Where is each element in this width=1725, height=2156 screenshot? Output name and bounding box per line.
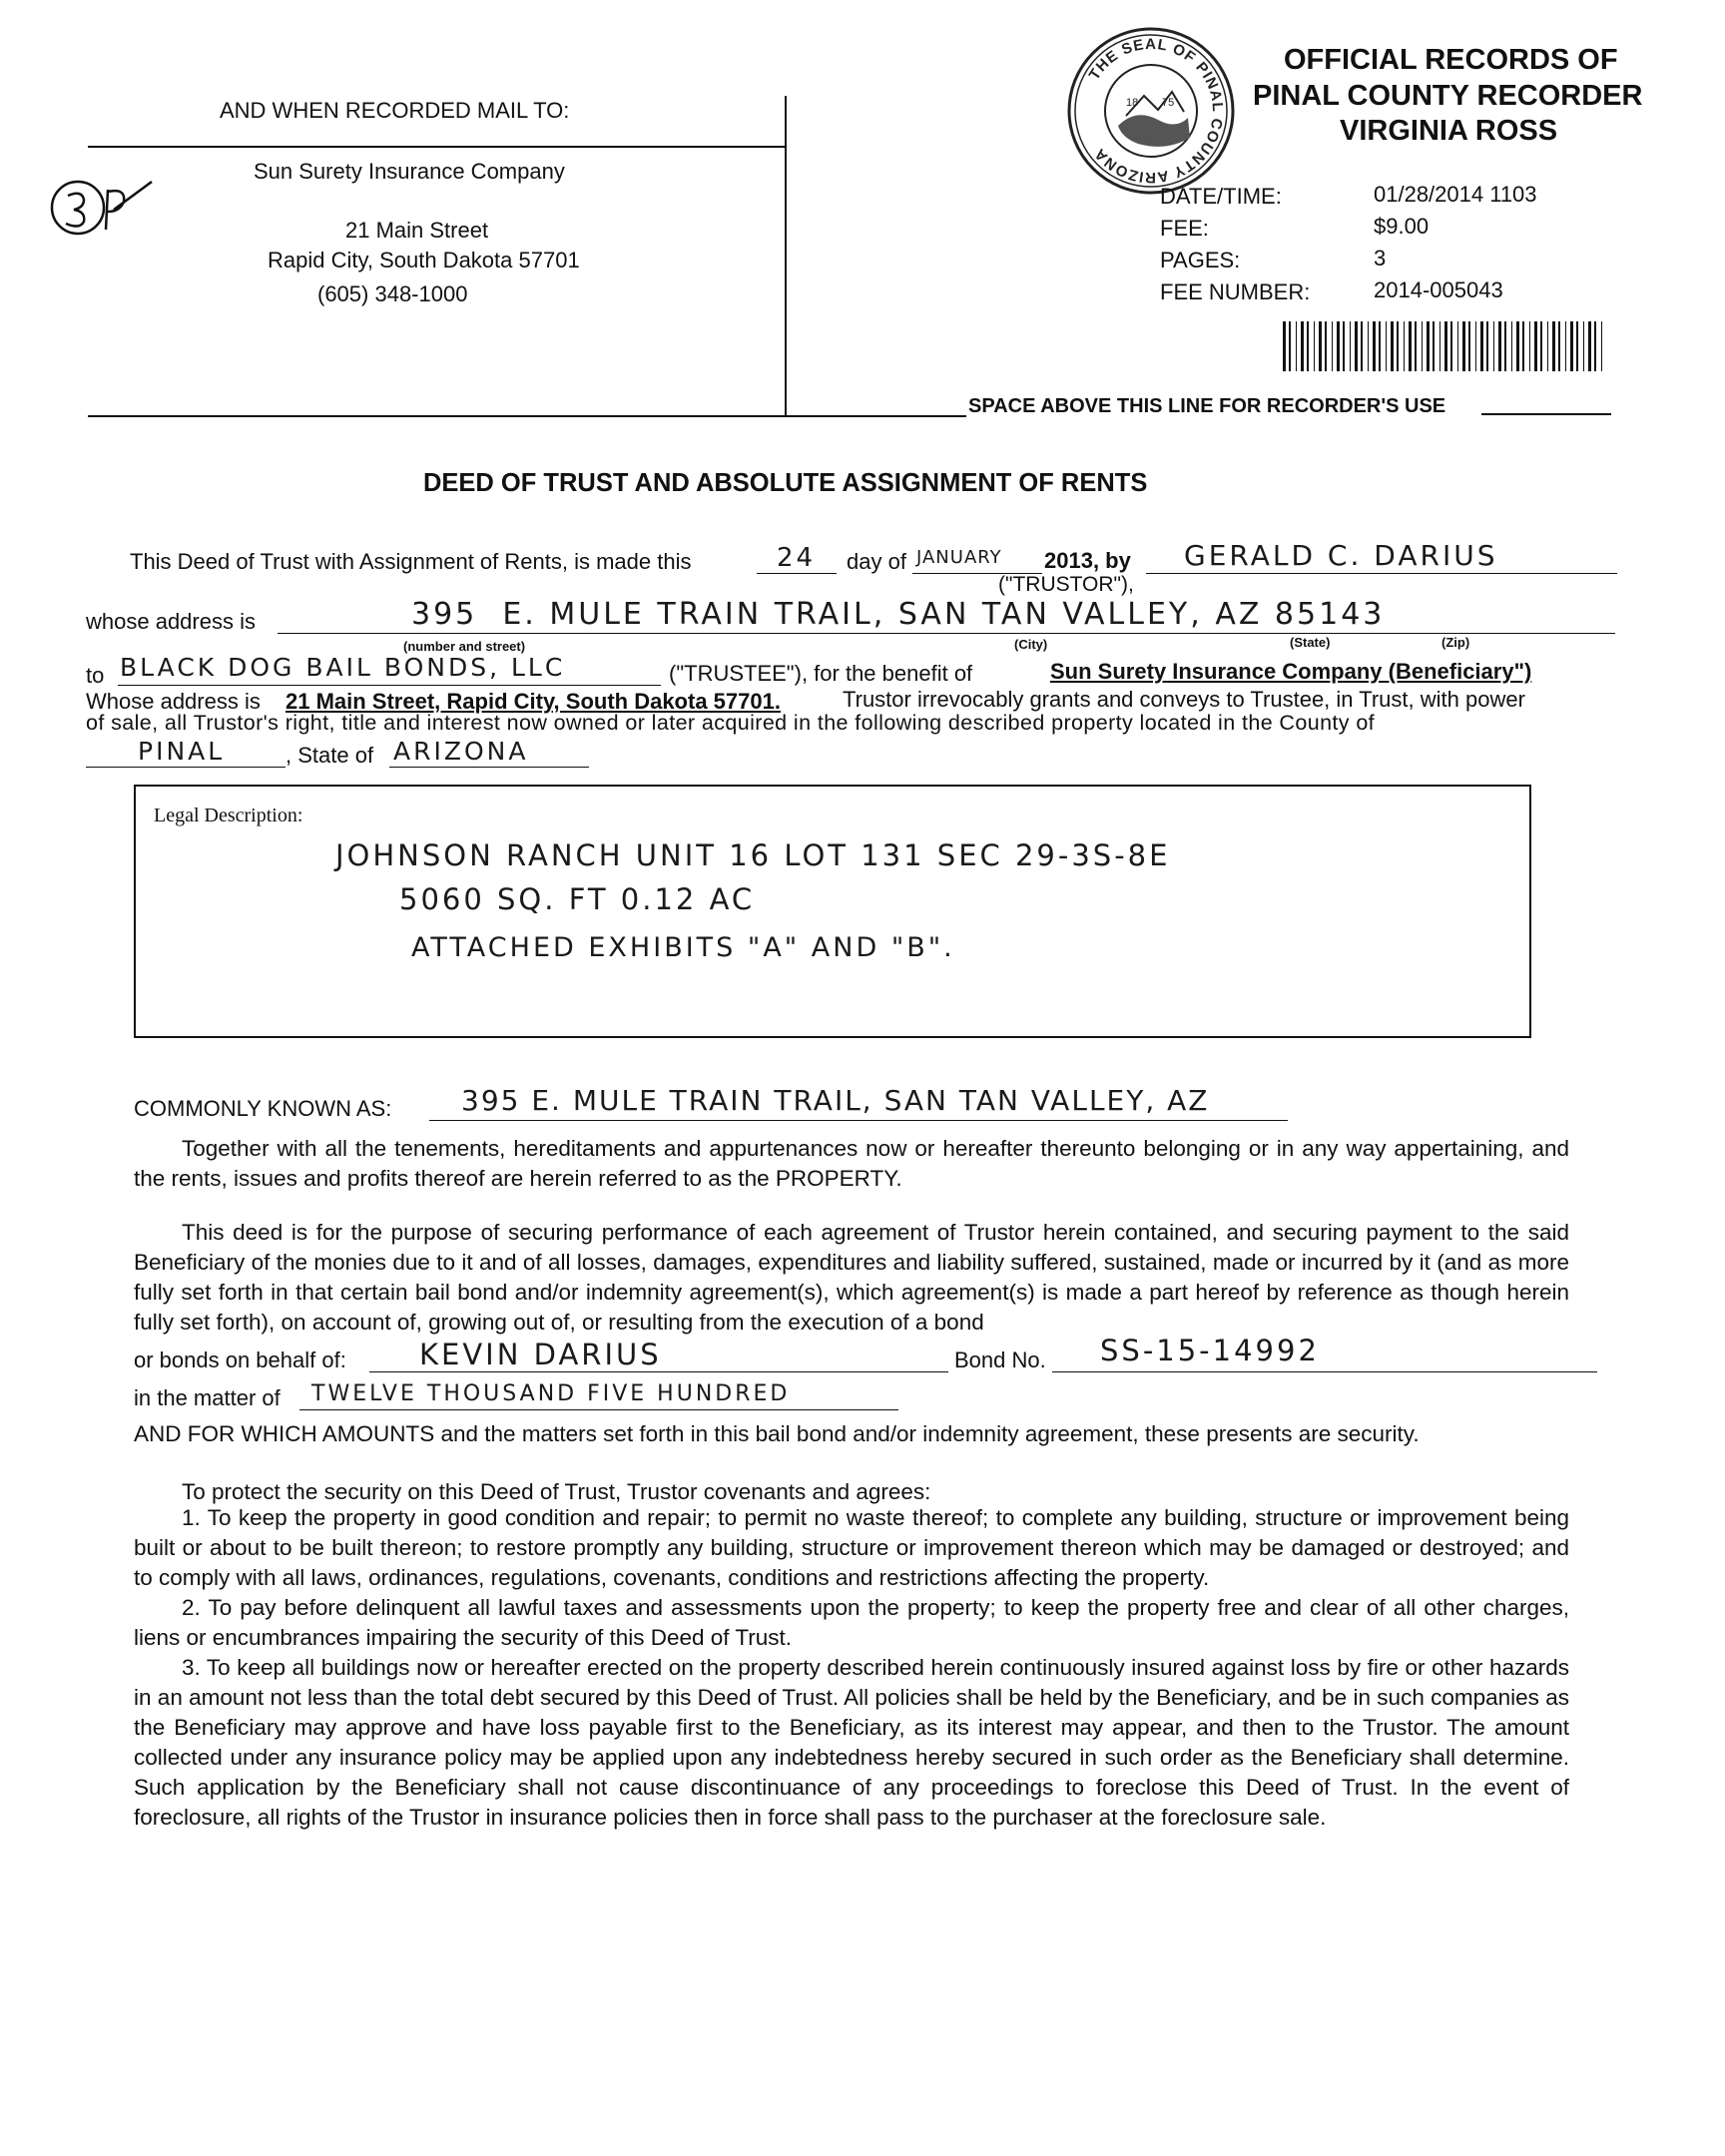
trustor-field bbox=[1146, 539, 1617, 574]
barcode-bar bbox=[1583, 321, 1584, 371]
barcode-bar bbox=[1480, 321, 1483, 371]
mail-to-street: 21 Main Street bbox=[345, 218, 489, 243]
legal-description-label: Legal Description: bbox=[154, 805, 303, 826]
barcode-bar bbox=[1534, 321, 1537, 371]
barcode-bar bbox=[1552, 321, 1555, 371]
header-bottom-rule bbox=[88, 415, 787, 417]
state-value: ARIZONA bbox=[393, 737, 529, 766]
barcode-bar bbox=[1415, 321, 1417, 371]
paragraph-for-which: AND FOR WHICH AMOUNTS and the matters set forth in this bail bond and/or indemnity agreement, these presents are security. bbox=[134, 1421, 1420, 1446]
barcode-bar bbox=[1314, 321, 1315, 371]
county-field bbox=[86, 739, 286, 768]
caption-state: (State) bbox=[1290, 635, 1331, 650]
intro-grant-text-2: of sale, all Trustor's right, title and interest now owned or later acquired in the following described property located in the County of bbox=[86, 711, 1376, 735]
barcode-bar bbox=[1391, 321, 1394, 371]
county-seal bbox=[1066, 26, 1236, 196]
barcode-bar bbox=[1307, 321, 1309, 371]
barcode-bar bbox=[1409, 321, 1412, 371]
legal-line-3: ATTACHED EXHIBITS "A" AND "B". bbox=[411, 932, 955, 963]
barcode-bar bbox=[1565, 321, 1566, 371]
beneficiary-name: Sun Surety Insurance Company (Beneficiary") bbox=[1050, 659, 1532, 684]
barcode-bar bbox=[1522, 321, 1524, 371]
fee-number-label: FEE NUMBER: bbox=[1160, 279, 1311, 304]
barcode-bar bbox=[1529, 321, 1530, 371]
recorder-space-rule-left bbox=[787, 415, 966, 417]
trustee-field bbox=[118, 653, 661, 686]
barcode-bar bbox=[1332, 321, 1333, 371]
legal-description-box bbox=[134, 785, 1531, 1038]
barcode-bar bbox=[1540, 321, 1542, 371]
matter-value: TWELVE THOUSAND FIVE HUNDRED bbox=[311, 1381, 791, 1406]
address-value: 395 E. MULE TRAIN TRAIL, SAN TAN VALLEY, AZ 85143 bbox=[411, 597, 1386, 632]
day-field bbox=[757, 545, 837, 574]
bond-field bbox=[1052, 1334, 1597, 1372]
caption-city: (City) bbox=[1014, 637, 1048, 652]
barcode-bar bbox=[1601, 321, 1602, 371]
matter-label: in the matter of bbox=[134, 1385, 281, 1410]
address-field bbox=[278, 597, 1615, 634]
recorder-title-3: VIRGINIA ROSS bbox=[1340, 115, 1558, 147]
fee-number-value: 2014-005043 bbox=[1374, 277, 1503, 302]
mail-to-city: Rapid City, South Dakota 57701 bbox=[268, 248, 580, 272]
intro-made-this: This Deed of Trust with Assignment of Rents, is made this bbox=[130, 549, 692, 574]
pages-label: PAGES: bbox=[1160, 248, 1241, 272]
barcode-bar bbox=[1547, 321, 1548, 371]
fee-label: FEE: bbox=[1160, 216, 1209, 241]
barcode-bar bbox=[1576, 321, 1578, 371]
barcode-bar bbox=[1504, 321, 1506, 371]
space-above-label: SPACE ABOVE THIS LINE FOR RECORDER'S USE bbox=[968, 395, 1446, 417]
intro-whose-address-is: Whose address is bbox=[86, 689, 261, 714]
pages-value: 3 bbox=[1374, 246, 1387, 270]
header-vertical-rule bbox=[785, 96, 787, 417]
intro-state-of: , State of bbox=[286, 743, 374, 768]
barcode-bar bbox=[1457, 321, 1458, 371]
county-seal-icon bbox=[1066, 26, 1236, 196]
barcode-bar bbox=[1498, 321, 1501, 371]
document-title: DEED OF TRUST AND ABSOLUTE ASSIGNMENT OF RENTS bbox=[423, 469, 1148, 497]
barcode-bar bbox=[1558, 321, 1560, 371]
barcode-bar bbox=[1337, 321, 1340, 371]
day-value: 24 bbox=[777, 543, 817, 573]
barcode-bar bbox=[1386, 321, 1387, 371]
barcode-bar bbox=[1427, 321, 1430, 371]
barcode-bar bbox=[1475, 321, 1476, 371]
recorder-title-1: OFFICIAL RECORDS OF bbox=[1284, 44, 1618, 76]
barcode-bar bbox=[1368, 321, 1369, 371]
covenant-item-2: 2. To pay before delinquent all lawful taxes and assessments upon the property; to keep the property free and clear of all other charges, liens or encumbrances impairing the security of this Deed of Trust. bbox=[134, 1595, 1569, 1650]
barcode-bar bbox=[1296, 321, 1297, 371]
state-field bbox=[389, 739, 589, 768]
datetime-label: DATE/TIME: bbox=[1160, 184, 1282, 209]
recorder-space-rule-right bbox=[1481, 413, 1611, 415]
datetime-value: 01/28/2014 1103 bbox=[1374, 182, 1537, 207]
mail-to-phone: (605) 348-1000 bbox=[317, 281, 468, 306]
barcode-bar bbox=[1350, 321, 1351, 371]
barcode-bar bbox=[1422, 321, 1423, 371]
barcode-bar bbox=[1439, 321, 1440, 371]
trustor-caption: ("TRUSTOR"), bbox=[998, 573, 1134, 596]
seal-text: THE SEAL OF PINAL COUNTY ARIZONA bbox=[1085, 35, 1227, 187]
bond-value: SS-15-14992 bbox=[1100, 1334, 1320, 1367]
barcode-bar bbox=[1444, 321, 1447, 371]
trustee-value: BLACK DOG BAIL BONDS, LLC bbox=[120, 653, 566, 682]
barcode-bar bbox=[1570, 321, 1573, 371]
trustor-value: GERALD C. DARIUS bbox=[1184, 539, 1498, 572]
caption-zip: (Zip) bbox=[1441, 635, 1470, 650]
bond-label: Bond No. bbox=[954, 1348, 1046, 1372]
barcode-bar bbox=[1594, 321, 1596, 371]
barcode-bar bbox=[1493, 321, 1494, 371]
matter-field bbox=[299, 1381, 898, 1410]
paragraph-together: Together with all the tenements, hereditaments and appurtenances now or hereafter thereunto belonging or in any way appertaining, and the rents, issues and profits thereof are herein referred to as the PROPERTY. bbox=[134, 1136, 1569, 1191]
month-value: JANUARY bbox=[916, 547, 1002, 568]
barcode-bar bbox=[1433, 321, 1435, 371]
barcode-bar bbox=[1511, 321, 1512, 371]
margin-mark-svg bbox=[48, 168, 158, 248]
behalf-label: or bonds on behalf of: bbox=[134, 1348, 346, 1372]
barcode-bar bbox=[1588, 321, 1591, 371]
barcode-bar bbox=[1486, 321, 1488, 371]
barcode-bar bbox=[1404, 321, 1405, 371]
barcode-bar bbox=[1373, 321, 1376, 371]
paragraph-purpose: This deed is for the purpose of securing performance of each agreement of Trustor herein contained, and securing payment to the said Beneficiary of the monies due to it and of all losses, damages, expenditures and liability suffered, sustained, made or incurred by it (and as more fully set forth in that certain bail bond and/or indemnity agreement(s), which agreement(s) is made a part hereof by reference as though herein fully set forth), on account of, growing out of, or resulting from the execution of a bond bbox=[134, 1220, 1569, 1335]
barcode-bar bbox=[1289, 321, 1291, 371]
caption-number-street: (number and street) bbox=[403, 639, 526, 654]
intro-trustee-text: ("TRUSTEE"), for the benefit of bbox=[669, 661, 973, 686]
behalf-value: KEVIN DARIUS bbox=[419, 1338, 662, 1371]
intro-grant-text: Trustor irrevocably grants and conveys to Trustee, in Trust, with power bbox=[843, 687, 1525, 712]
mail-to-company: Sun Surety Insurance Company bbox=[254, 159, 565, 184]
legal-line-2: 5060 SQ. FT 0.12 AC bbox=[399, 882, 756, 916]
commonly-known-field bbox=[429, 1084, 1288, 1121]
barcode-bars bbox=[1281, 321, 1610, 371]
barcode-bar bbox=[1319, 321, 1322, 371]
intro-to: to bbox=[86, 663, 105, 688]
barcode-bar bbox=[1450, 321, 1452, 371]
commonly-known-label: COMMONLY KNOWN AS: bbox=[134, 1096, 392, 1121]
intro-whose-address: whose address is bbox=[86, 609, 256, 634]
month-field bbox=[912, 545, 1042, 574]
mail-to-label: AND WHEN RECORDED MAIL TO: bbox=[220, 98, 570, 123]
barcode-bar bbox=[1379, 321, 1381, 371]
county-value: PINAL bbox=[138, 737, 226, 766]
seal-year-right: 75 bbox=[1162, 97, 1175, 109]
barcode-bar bbox=[1301, 321, 1304, 371]
barcode bbox=[1281, 321, 1610, 371]
barcode-bar bbox=[1283, 321, 1286, 371]
beneficiary-address: 21 Main Street, Rapid City, South Dakota 57701. bbox=[286, 689, 781, 714]
legal-line-1: JOHNSON RANCH UNIT 16 LOT 131 SEC 29-3S-8E bbox=[335, 838, 1171, 872]
intro-day-of: day of bbox=[847, 549, 906, 574]
barcode-bar bbox=[1397, 321, 1399, 371]
barcode-bar bbox=[1355, 321, 1358, 371]
fee-value: $9.00 bbox=[1374, 214, 1430, 239]
margin-mark bbox=[48, 168, 158, 248]
covenant-item-1: 1. To keep the property in good condition and repair; to permit no waste thereof; to complete any building, structure or improvement being built or about to be built thereon; to restore promptly any building, structure or improvement thereon which may be damaged or destroyed; and to comply with all laws, ordinances, regulations, covenants, conditions and restrictions affecting the property. bbox=[134, 1505, 1569, 1590]
seal-year-left: 18 bbox=[1126, 97, 1139, 109]
commonly-known-value: 395 E. MULE TRAIN TRAIL, SAN TAN VALLEY, AZ bbox=[461, 1084, 1210, 1117]
barcode-bar bbox=[1468, 321, 1470, 371]
covenant-item-3: 3. To keep all buildings now or hereafter erected on the property described herein continuously insured against loss by fire or other hazards in an amount not less than the total debt secured by this Deed of Trust. All policies shall be held by the Beneficiary, and be in such companies as the Beneficiary may approve and have loss payable first to the Beneficiary, as its interest may appear, and then to the Trustor. The amount collected under any insurance policy may be applied upon any indebtedness hereby secured in such order as the Beneficiary shall determine. Such application by the Beneficiary shall not cause discontinuance of any proceedings to foreclose this Deed of Trust. In the event of foreclosure, all rights of the Trustor in insurance policies then in force shall pass to the purchaser at the foreclosure sale. bbox=[134, 1655, 1569, 1830]
barcode-bar bbox=[1361, 321, 1363, 371]
header-top-rule bbox=[88, 146, 787, 148]
barcode-bar bbox=[1462, 321, 1465, 371]
intro-year-by: 2013, by bbox=[1044, 548, 1131, 573]
paragraph-protect: To protect the security on this Deed of Trust, Trustor covenants and agrees: bbox=[182, 1479, 931, 1504]
barcode-bar bbox=[1516, 321, 1519, 371]
barcode-bar bbox=[1343, 321, 1345, 371]
recorder-title-2: PINAL COUNTY RECORDER bbox=[1253, 80, 1643, 112]
barcode-bar bbox=[1325, 321, 1327, 371]
behalf-field bbox=[369, 1338, 948, 1372]
